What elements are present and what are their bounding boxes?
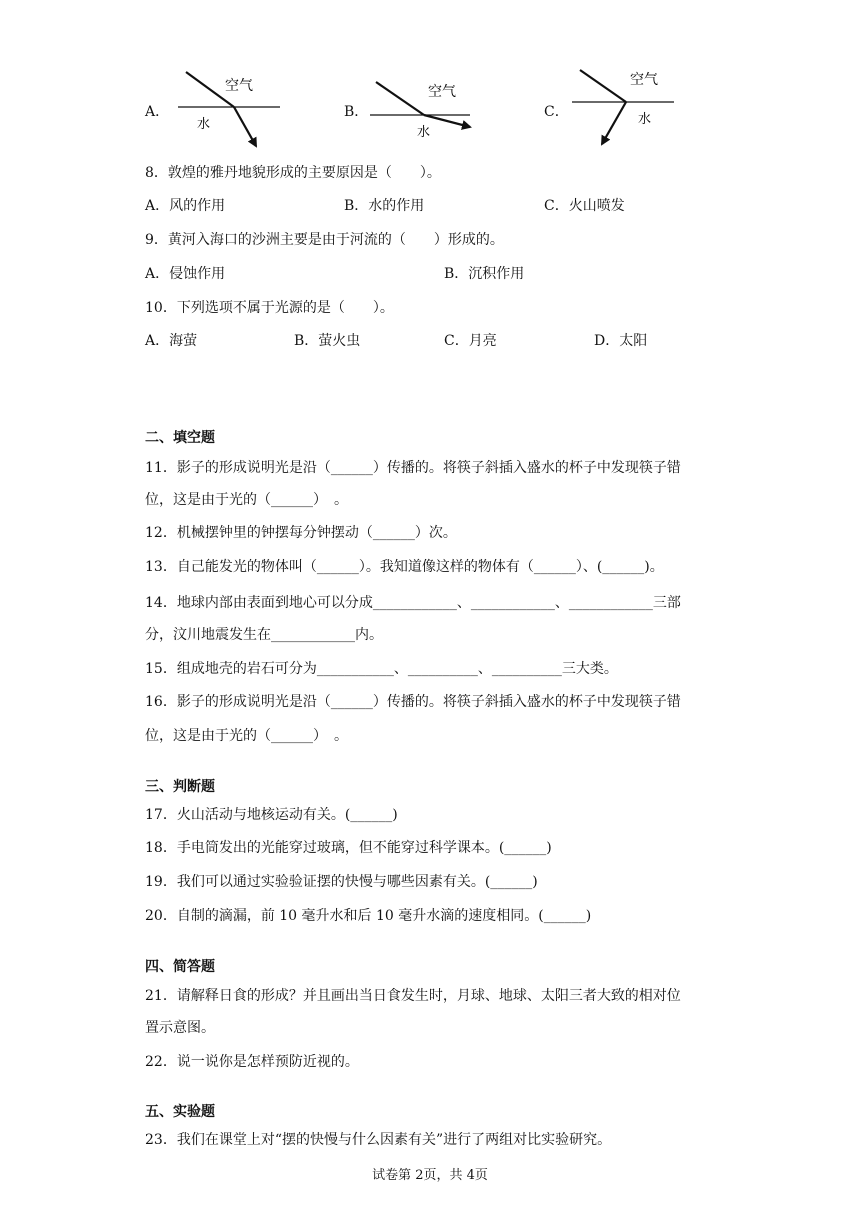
air-label: 空气 — [225, 78, 253, 94]
air-label: 空气 — [428, 84, 456, 100]
question-21-line-1: 21．请解释日食的形成？并且画出当日食发生时，月球、地球、太阳三者大致的相对位 — [145, 988, 681, 1004]
question-9-stem: 9．黄河入海口的沙洲主要是由于河流的（ ）形成的。 — [145, 232, 504, 248]
question-11-line-2: 位，这是由于光的（______） 。 — [145, 492, 348, 508]
question-18: 18．手电筒发出的光能穿过玻璃，但不能穿过科学课本。(______) — [145, 840, 552, 856]
question-20: 20．自制的滴漏，前 10 毫升水和后 10 毫升水滴的速度相同。(______) — [145, 908, 592, 924]
water-label: 水 — [197, 117, 211, 132]
refraction-diagram-a — [170, 66, 290, 150]
question-11-line-1: 11．影子的形成说明光是沿（______）传播的。将筷子斜插入盛水的杯子中发现筷子错 — [145, 460, 681, 476]
water-label: 水 — [417, 125, 431, 140]
incident-ray — [580, 70, 626, 102]
question-17: 17．火山活动与地核运动有关。(______) — [145, 807, 398, 823]
question-9-option-b: B．沉积作用 — [444, 266, 525, 282]
section-title-fill-in: 二、填空题 — [145, 430, 215, 446]
question-19: 19．我们可以通过实验验证摆的快慢与哪些因素有关。(______) — [145, 874, 538, 890]
question-10-option-a: A．海萤 — [145, 333, 198, 349]
section-title-experiment: 五、实验题 — [145, 1104, 215, 1120]
refraction-diagram-b — [366, 72, 486, 146]
question-10-stem: 10．下列选项不属于光源的是（ ）。 — [145, 300, 394, 316]
refracted-ray — [424, 115, 470, 127]
section-title-true-false: 三、判断题 — [145, 779, 215, 795]
question-16-line-2: 位，这是由于光的（______） 。 — [145, 728, 348, 744]
question-23: 23．我们在课堂上对“摆的快慢与什么因素有关”进行了两组对比实验研究。 — [145, 1132, 612, 1148]
question-15: 15．组成地壳的岩石可分为___________、__________、__________三大类。 — [145, 661, 618, 677]
question-22: 22．说一说你是怎样预防近视的。 — [145, 1054, 359, 1070]
page-footer: 试卷第 2页，共 4页 — [372, 1168, 488, 1183]
refracted-ray — [602, 102, 626, 144]
section-title-short-answer: 四、简答题 — [145, 959, 215, 975]
question-16-line-1: 16．影子的形成说明光是沿（______）传播的。将筷子斜插入盛水的杯子中发现筷子错 — [145, 694, 681, 710]
option-a-label: A． — [145, 104, 170, 120]
question-8-stem: 8．敦煌的雅丹地貌形成的主要原因是（ ）。 — [145, 165, 441, 181]
question-14-line-1: 14．地球内部由表面到地心可以分成____________、____________、____________三部 — [145, 595, 681, 611]
water-label: 水 — [638, 112, 652, 127]
refraction-diagram-c — [566, 62, 686, 152]
question-10-option-b: B．萤火虫 — [294, 333, 361, 349]
question-12: 12．机械摆钟里的钟摆每分钟摆动（______）次。 — [145, 525, 457, 541]
question-13: 13．自己能发光的物体叫（______）。我知道像这样的物体有（______）、(______)。 — [145, 559, 664, 575]
question-21-line-2: 置示意图。 — [145, 1020, 215, 1036]
question-8-option-c: C．火山喷发 — [544, 198, 625, 214]
question-8-option-a: A．风的作用 — [145, 198, 226, 214]
question-14-line-2: 分，汶川地震发生在____________内。 — [145, 627, 383, 643]
option-c-label: C． — [544, 104, 569, 120]
option-b-label: B． — [344, 104, 369, 120]
question-10-option-c: C．月亮 — [444, 333, 497, 349]
question-10-option-d: D．太阳 — [594, 333, 648, 349]
question-9-option-a: A．侵蚀作用 — [145, 266, 226, 282]
incident-ray — [376, 82, 424, 115]
air-label: 空气 — [630, 72, 658, 88]
refracted-ray — [234, 107, 256, 146]
question-8-option-b: B．水的作用 — [344, 198, 425, 214]
